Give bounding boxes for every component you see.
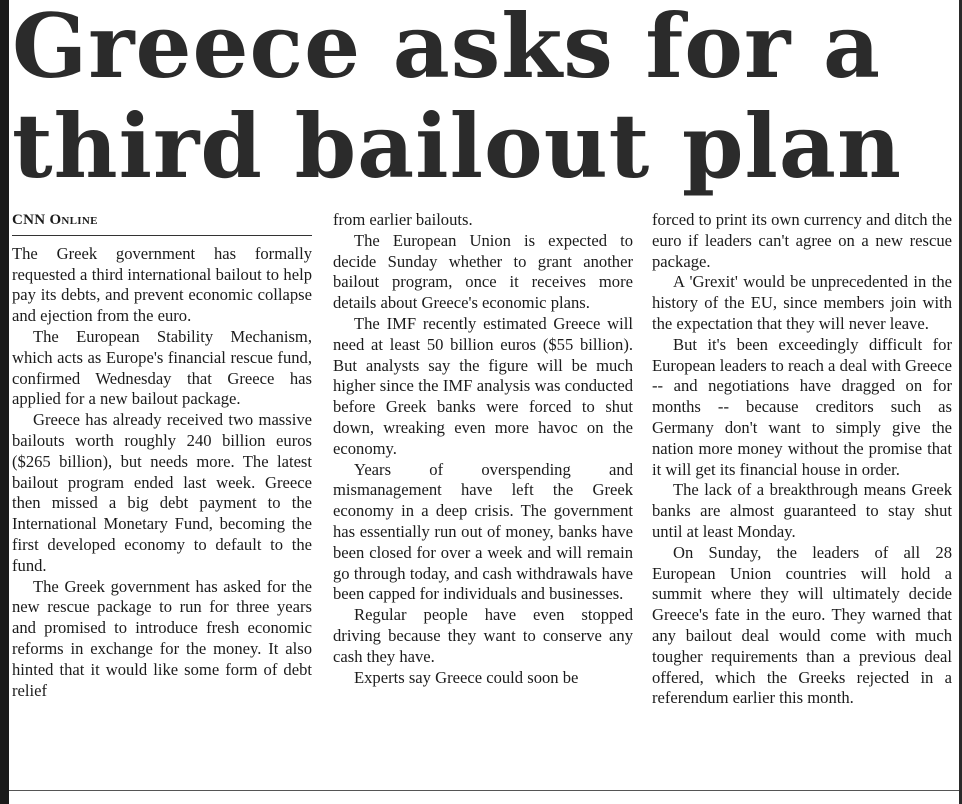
paragraph: The European Union is expected to decide Sunday whether to grant another bailout program, once it receives more details about Greece's economic plans. <box>333 230 633 313</box>
paragraph: The Greek government has formally requested a third international bailout to help pay its debts, and prevent economic collapse and ejection from the euro. <box>12 243 312 326</box>
headline: Greece asks for a third bailout plan <box>12 0 902 198</box>
article-column-3 <box>652 210 952 770</box>
paragraph: Greece has already received two massive bailouts worth roughly 240 billion euros ($265 billion), but needs more. The latest bailout program ended last week. Greece then missed a big debt payment to the International Monetary Fund, becoming the first developed economy to default to the fund. <box>12 410 312 575</box>
paragraph-continued: forced to print its own currency and ditch the euro if leaders can't agree on a new rescue package. <box>652 210 952 271</box>
byline: CNN Online <box>12 210 312 236</box>
paragraph: The Greek government has asked for the new rescue package to run for three years and promised to introduce fresh economic reforms in exchange for the money. It also hinted that it would like some form of debt relief <box>12 576 312 700</box>
paragraph: Years of overspending and mismanagement have left the Greek economy in a deep crisis. The government has essentially run out of money, banks have been closed for over a week and will remain go through today, and cash withdrawals have been capped for individuals and businesses. <box>333 459 633 604</box>
page-left-edge <box>0 0 9 804</box>
paragraph: The IMF recently estimated Greece will need at least 50 billion euros ($55 billion). But analysts say the figure will be much higher since the IMF analysis was conducted before Greek banks were forced to shut down, wreaking even more havoc on the economy. <box>333 313 633 458</box>
paragraph: On Sunday, the leaders of all 28 European Union countries will hold a summit where they will ultimately decide Greece's fate in the euro. They warned that any bailout deal would come with much tougher requirements than a previous deal offered, which the Greeks rejected in a referendum earlier this month. <box>652 542 952 708</box>
paragraph: Experts say Greece could soon be <box>354 667 579 687</box>
paragraph: Regular people have even stopped driving because they want to conserve any cash they have. <box>333 605 633 666</box>
paragraph: But it's been exceedingly difficult for European leaders to reach a deal with Greece -- and negotiations have dragged on for months -- because creditors such as Germany don't want to simply give the nation more money without the promise that it will get its financial house in order. <box>652 334 952 479</box>
paragraph: The European Stability Mechanism, which acts as Europe's financial rescue fund, confirmed Wednesday that Greece has applied for a new bailout package. <box>12 326 312 409</box>
article-column-1 <box>12 210 312 770</box>
bottom-rule <box>9 790 959 791</box>
paragraph: The lack of a breakthrough means Greek banks are almost guaranteed to stay shut until at least Monday. <box>652 480 952 541</box>
paragraph: A 'Grexit' would be unprecedented in the history of the EU, since members join with the expectation that they will never leave. <box>652 272 952 333</box>
article-column-2 <box>333 210 633 770</box>
paragraph-continued: from earlier bailouts. <box>333 210 473 229</box>
